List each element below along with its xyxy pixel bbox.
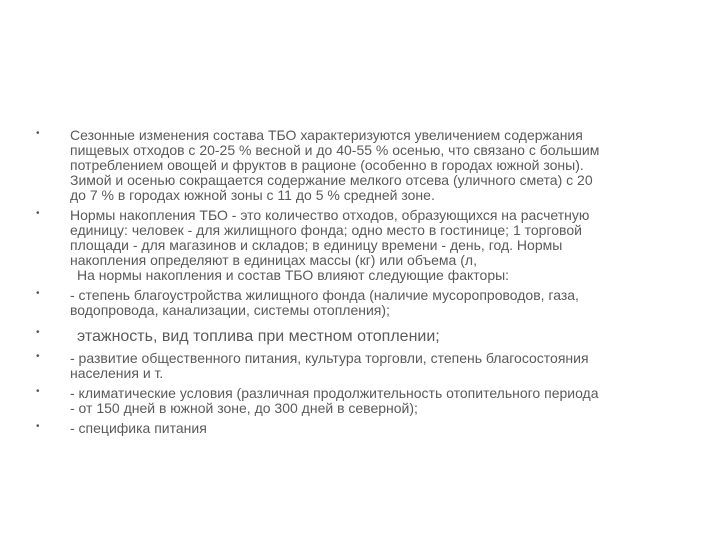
bullet-icon: •	[36, 386, 40, 397]
text-line: - степень благоустройства жилищного фонда (наличие мусоропроводов, газа,	[70, 287, 579, 303]
bullet-item-public-catering	[36, 351, 696, 381]
text-line: - от 150 дней в южной зоне, до 300 дней в северной);	[70, 400, 418, 416]
bullet-list	[36, 128, 696, 436]
text-line: - специфика питания	[70, 420, 207, 436]
text-line: Зимой и осенью сокращается содержание мелкого отсева (уличного смета) с 20	[70, 172, 593, 188]
text-line: накопления определяют в единицах массы (кг) или объема (л,	[70, 252, 477, 268]
text-line: - климатические условия (различная продолжительность отопительного периода	[70, 385, 599, 401]
text-line: единицу: человек - для жилищного фонда; одно место в гостинице; 1 торговой	[70, 222, 582, 238]
bullet-item-nutrition	[36, 421, 696, 436]
bullet-icon: •	[36, 327, 40, 338]
text-line: до 7 % в городах южной зоны с 11 до 5 % средней зоне.	[70, 187, 435, 203]
bullet-icon: •	[36, 421, 40, 432]
bullet-item-climate	[36, 386, 696, 416]
text-line: пищевых отходов с 20-25 % весной и до 40-55 % осенью, что связано с большим	[70, 142, 600, 158]
text-line: На нормы накопления и состав ТБО влияют следующие факторы:	[77, 267, 510, 283]
bullet-item-seasonal-changes	[36, 128, 696, 203]
bullet-item-floors-fuel	[36, 327, 696, 346]
bullet-icon: •	[36, 128, 40, 139]
text-line: площади - для магазинов и складов; в единицу времени - день, год. Нормы	[70, 237, 563, 253]
text-line: водопровода, канализации, системы отопления);	[70, 302, 390, 318]
text-line: Нормы накопления ТБО - это количество отходов, образующихся на расчетную	[70, 207, 590, 223]
text-line: Сезонные изменения состава ТБО характеризуются увеличением содержания	[70, 127, 583, 143]
text-line: - развитие общественного питания, культура торговли, степень благосостояния	[70, 350, 589, 366]
bullet-item-housing-amenities	[36, 288, 696, 318]
text-line: этажность, вид топлива при местном отоплении;	[77, 328, 440, 345]
text-line: потреблением овощей и фруктов в рационе (особенно в городах южной зоны).	[70, 157, 584, 173]
text-line: населения и т.	[70, 365, 164, 381]
bullet-item-accumulation-norms	[36, 208, 696, 283]
bullet-icon: •	[36, 288, 40, 299]
bullet-icon: •	[36, 351, 40, 362]
bullet-icon: •	[36, 208, 40, 219]
